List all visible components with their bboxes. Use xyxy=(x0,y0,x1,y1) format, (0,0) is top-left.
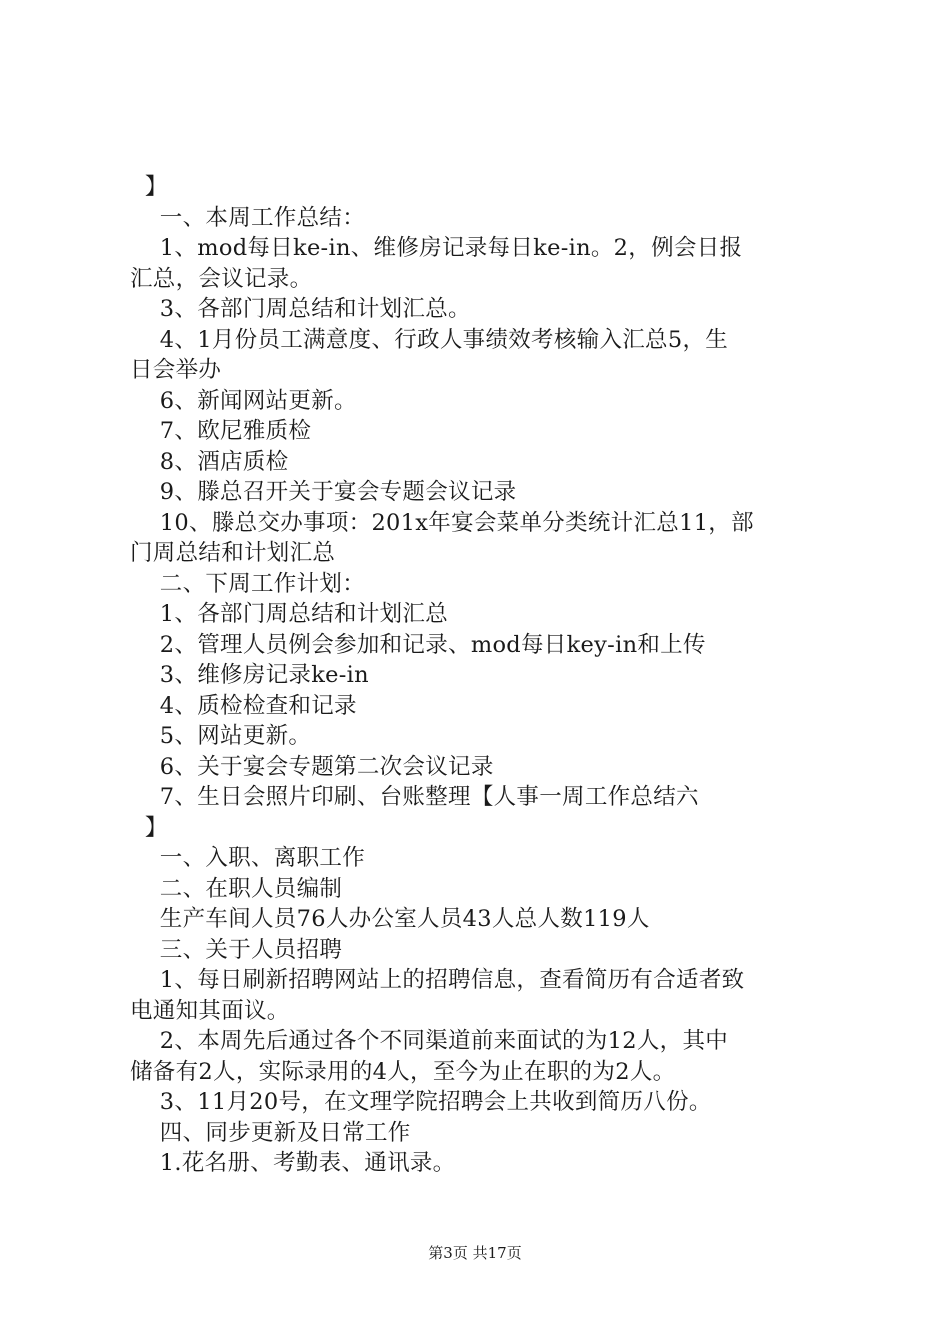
text-line: 汇总，会议记录。 xyxy=(130,265,313,292)
text-line: 5、网站更新。 xyxy=(130,723,312,749)
text-line: 6、关于宴会专题第二次会议记录 xyxy=(130,753,494,780)
text-line: 3、11月20号，在文理学院招聘会上共收到简历八份。 xyxy=(130,1089,712,1115)
section-heading: 三、关于人员招聘 xyxy=(130,936,343,963)
text-line: 4、质检检查和记录 xyxy=(130,692,357,719)
text-line: 9、滕总召开关于宴会专题会议记录 xyxy=(130,479,517,505)
text-line: 门周总结和计划汇总 xyxy=(130,540,336,566)
document-body xyxy=(130,172,835,1179)
text-line: 2、本周先后通过各个不同渠道前来面试的为12人，其中 xyxy=(130,1028,729,1054)
text-line: 3、各部门周总结和计划汇总。 xyxy=(130,296,471,322)
section-heading: 一、入职、离职工作 xyxy=(130,845,366,871)
section-heading: 二、下周工作计划： xyxy=(130,570,366,597)
text-line: 8、酒店质检 xyxy=(130,448,289,475)
section-heading: 二、在职人员编制 xyxy=(130,875,343,902)
text-line: 1、mod每日ke-in、维修房记录每日ke-in。2，例会日报 xyxy=(130,235,743,261)
text-line: 2、管理人员例会参加和记录、mod每日key-in和上传 xyxy=(130,631,706,658)
page-footer: 第3页 共17页 xyxy=(428,1244,522,1262)
text-line: 6、新闻网站更新。 xyxy=(130,387,357,414)
text-line: 日会举办 xyxy=(130,357,222,383)
text-line: 10、滕总交办事项：201x年宴会菜单分类统计汇总11，部 xyxy=(130,509,754,536)
text-line: 储备有2人，实际录用的4人，至今为止在职的为2人。 xyxy=(130,1058,676,1085)
text-line: 1、每日刷新招聘网站上的招聘信息，查看简历有合适者致 xyxy=(130,967,745,993)
text-line: 】 xyxy=(130,814,168,841)
section-heading: 四、同步更新及日常工作 xyxy=(130,1119,411,1146)
text-line: 】 xyxy=(130,174,168,200)
section-heading: 一、本周工作总结： xyxy=(130,204,366,231)
text-line: 电通知其面议。 xyxy=(130,997,290,1024)
text-line: 7、生日会照片印刷、台账整理【人事一周工作总结六 xyxy=(130,784,699,810)
text-line: 3、维修房记录ke-in xyxy=(130,662,369,688)
text-line: 1.花名册、考勤表、通讯录。 xyxy=(130,1150,456,1176)
text-line: 生产车间人员76人办公室人员43人总人数119人 xyxy=(130,906,650,932)
text-line: 7、欧尼雅质检 xyxy=(130,418,312,444)
text-line: 1、各部门周总结和计划汇总 xyxy=(130,601,449,627)
text-line: 4、1月份员工满意度、行政人事绩效考核输入汇总5，生 xyxy=(130,326,729,353)
